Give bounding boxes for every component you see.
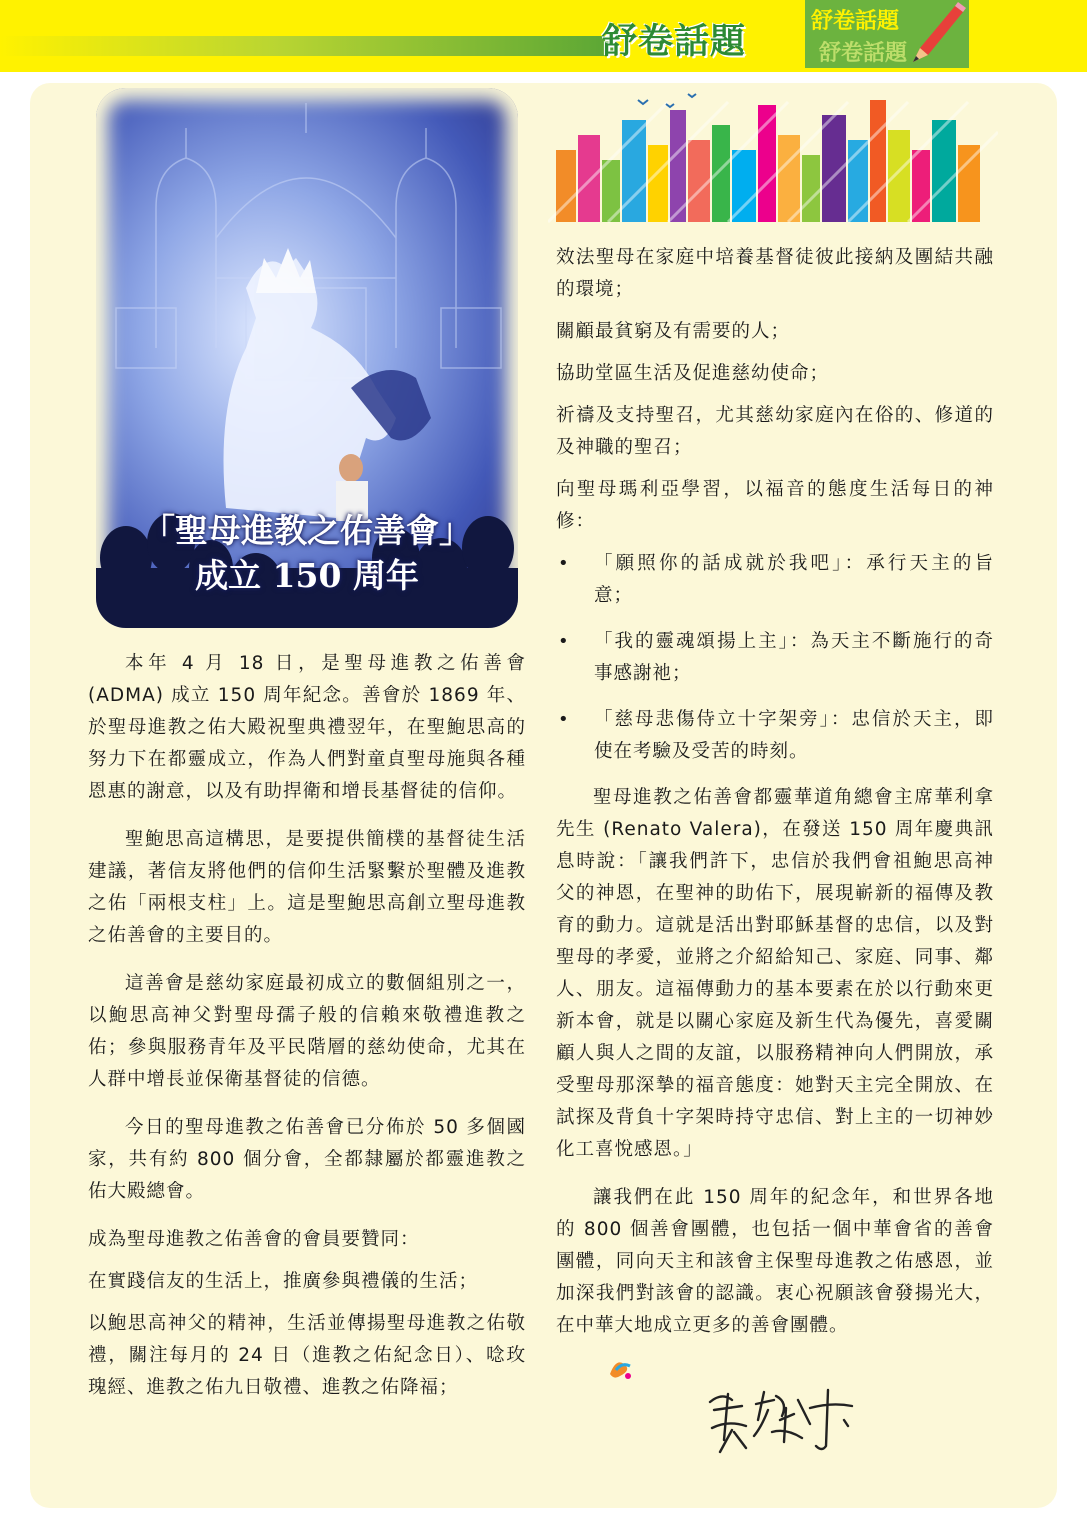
handwritten-signature xyxy=(702,1380,872,1460)
feature-photo xyxy=(96,88,518,628)
article-paragraph: 聖鮑思高這構思，是要提供簡樸的基督徒生活建議，著信友將他們的信仰生活緊繫於聖體及進教之佑「兩根支柱」上。這是聖鮑思高創立聖母進教之佑善會的主要目的。 xyxy=(88,829,526,946)
logo-text-main: 舒卷話題 xyxy=(811,9,900,34)
photo-caption xyxy=(96,508,518,598)
spiritual-bullets xyxy=(556,548,994,768)
bullet-text: 「慈母悲傷侍立十字架旁」：忠信於天主，即使在考驗及受苦的時刻。 xyxy=(594,709,994,762)
bullet-item xyxy=(556,548,994,612)
membership-point: 以鮑思高神父的精神，生活並傳揚聖母進教之佑敬禮，關注每月的 24 日（進教之佑紀念日）、唸玫瑰經、進教之佑九日敬禮、進教之佑降福； xyxy=(88,1313,526,1398)
bullet-text: 「我的靈魂頌揚上主」：為天主不斷施行的奇事感謝祂； xyxy=(594,631,994,684)
bullet-dot-icon: • xyxy=(558,553,570,574)
bullet-item xyxy=(556,626,994,690)
membership-point: 協助堂區生活及促進慈幼使命； xyxy=(556,363,830,384)
bullet-dot-icon: • xyxy=(558,709,570,730)
article-right-column xyxy=(556,242,994,1342)
section-title: 舒卷話題 xyxy=(602,22,747,62)
caption-line-1: 「聖母進教之佑善會」 xyxy=(142,511,472,550)
bullet-text: 「願照你的話成就於我吧」：承行天主的旨意； xyxy=(594,553,994,606)
article-paragraph: 這善會是慈幼家庭最初成立的數個組別之一，以鮑思高神父對聖母孺子般的信賴來敬禮進教之佑；參與服務青年及平民階層的慈幼使命，尤其在人群中增長並保衛基督徒的信德。 xyxy=(88,973,526,1090)
membership-intro: 成為聖母進教之佑善會的會員要贊同： xyxy=(88,1229,420,1250)
caption-line-2: 成立 150 周年 xyxy=(195,556,419,595)
membership-point: 向聖母瑪利亞學習，以福音的態度生活每日的神修： xyxy=(556,479,994,532)
article-paragraph: 今日的聖母進教之佑善會已分佈於 50 多個國家，共有約 800 個分會，全都隸屬於都靈進教之佑大殿總會。 xyxy=(88,1117,526,1202)
bullet-dot-icon: • xyxy=(558,631,570,652)
membership-point: 關顧最貧窮及有需要的人； xyxy=(556,321,791,342)
logo-text-echo: 舒卷話題 xyxy=(819,41,908,66)
membership-point: 效法聖母在家庭中培養基督徒彼此接納及團結共融的環境； xyxy=(556,247,994,300)
membership-point: 祈禱及支持聖召，尤其慈幼家庭內在俗的、修道的及神職的聖召； xyxy=(556,405,994,458)
header-decor-bar xyxy=(0,36,615,56)
article-paragraph: 聖母進教之佑善會都靈華道角總會主席華利拿先生 (Renato Valera)，在發送 150 周年慶典訊息時說：「讓我們許下，忠信於我們會祖鮑思高神父的神恩，在聖神的助佑下，展現嶄新的福傳及教育的動力。這就是活出對耶穌基督的忠信，以及對聖母的孝愛，並將之介紹給知己、家庭、同事、鄰人、朋友。這福傳動力的基本要素在於以行動來更新本會，就是以關心家庭及新生代為優先，喜愛關顧人與人之間的友誼，以服務精神向人們開放，承受聖母那深摯的福音態度：她對天主完全開放、在試探及背負十字架時持守忠信、對上主的一切神妙化工喜悅感恩。」 xyxy=(556,787,994,1160)
pencil-icon xyxy=(913,2,966,62)
article-paragraph: 讓我們在此 150 周年的紀念年，和世界各地的 800 個善會團體，也包括一個中華會省的善會團體，同向天主和該會主保聖母進教之佑感恩，並加深我們對該會的認識。衷心祝願該會發揚光大，在中華大地成立更多的善會團體。 xyxy=(556,1187,994,1336)
membership-point: 在實踐信友的生活上，推廣參與禮儀的生活； xyxy=(88,1271,479,1292)
section-logo xyxy=(805,0,969,68)
article-left-column xyxy=(88,648,526,1414)
bullet-item xyxy=(556,704,994,768)
bird-icons xyxy=(638,94,696,107)
end-mark-icon xyxy=(606,1356,636,1382)
article-paragraph: 本年 4 月 18 日，是聖母進教之佑善會 (ADMA) 成立 150 周年紀念。善會於 1869 年、於聖母進教之佑大殿祝聖典禮翌年，在聖鮑思高的努力下在都靈成立，作為人們對童貞聖母施與各種恩惠的謝意，以及有助捍衛和增長基督徒的信仰。 xyxy=(88,653,526,802)
colorful-skyline-illustration xyxy=(548,90,998,230)
